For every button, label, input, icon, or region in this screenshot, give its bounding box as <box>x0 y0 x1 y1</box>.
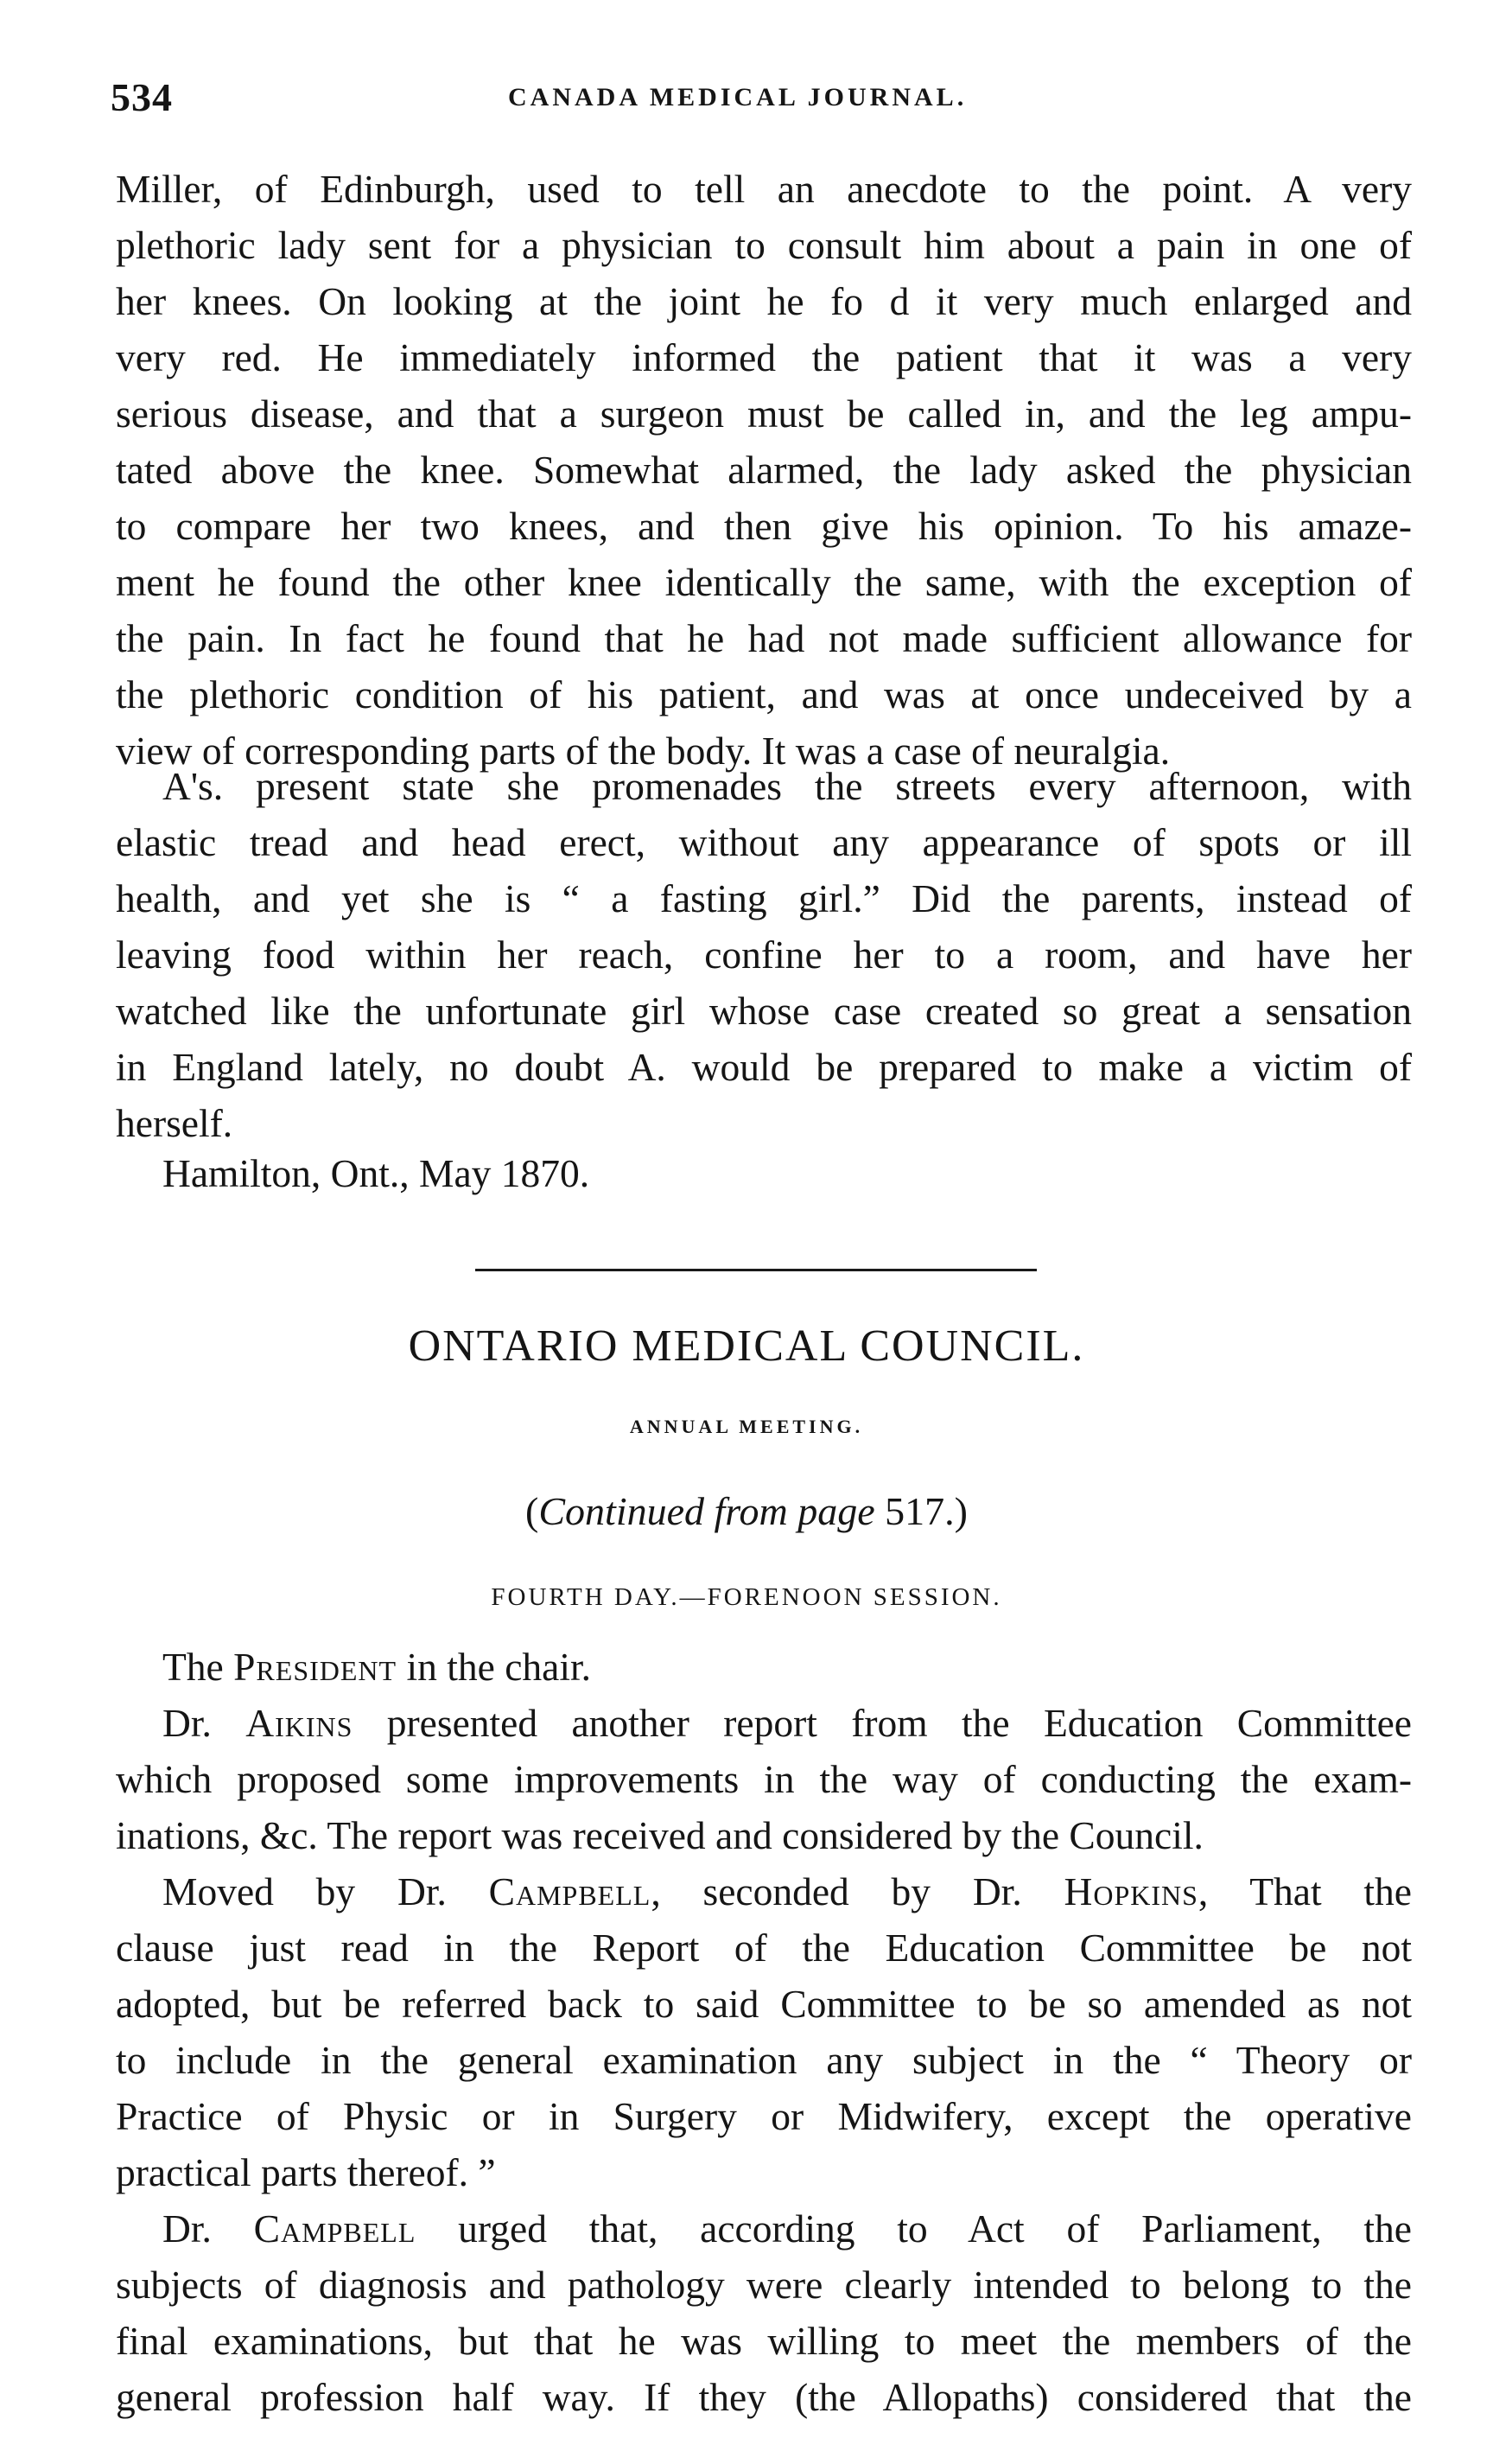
continued-prefix: ( <box>525 1489 539 1533</box>
text-line: Miller, of Edinburgh, used to tell an anecdote to the point. A very <box>116 167 1412 211</box>
text-line: view of corresponding parts of the body. It was a case of neuralgia. <box>116 729 1171 773</box>
text-line: clause just read in the Report of the Education Committee be not <box>116 1926 1412 1970</box>
text-line: leaving food within her reach, confine her to a room, and have her <box>116 933 1412 977</box>
text-line: health, and yet she is “ a fasting girl.” Did the parents, instead of <box>116 876 1412 920</box>
text-line: Moved by Dr. Campbell, seconded by Dr. Hopkins, That the <box>162 1869 1412 1913</box>
page-number: 534 <box>111 75 173 119</box>
text-line: in England lately, no doubt A. would be prepared to make a victim of <box>116 1045 1412 1089</box>
anecdote-paragraph <box>116 161 1412 779</box>
text-line: tated above the knee. Somewhat alarmed, the lady asked the physician <box>116 448 1412 492</box>
text-line: the plethoric condition of his patient, and was at once undeceived by a <box>116 672 1412 716</box>
continued-note <box>0 1488 1493 1534</box>
text-line: Practice of Physic or in Surgery or Midwifery, except the operative <box>116 2094 1412 2138</box>
text-line: her knees. On looking at the joint he fo d it very much enlarged and <box>116 279 1412 323</box>
person-name: Campbell <box>488 1869 651 1913</box>
person-name: Aikins <box>245 1701 353 1745</box>
text-line: practical parts thereof. ” <box>116 2150 496 2194</box>
text-line: elastic tread and head erect, without any appearance of spots or ill <box>116 820 1412 864</box>
section-subtitle: ANNUAL MEETING. <box>629 1416 864 1437</box>
text-line: subjects of diagnosis and pathology were clearly intended to belong to the <box>116 2263 1412 2307</box>
text-line: serious disease, and that a surgeon must be called in, and the leg ampu- <box>116 392 1412 436</box>
text-line: The President in the chair. <box>162 1645 591 1689</box>
text-line: to include in the general examination any subject in the “ Theory or <box>116 2038 1412 2082</box>
person-name: Campbell <box>253 2206 416 2251</box>
text-line: inations, &c. The report was received and considered by the Council. <box>116 1813 1204 1857</box>
text-line: adopted, but be referred back to said Committee to be so amended as not <box>116 1982 1412 2026</box>
continued-suffix: 517.) <box>874 1489 968 1533</box>
council-proceedings <box>116 1639 1412 2425</box>
text-line: general profession half way. If they (the Allopaths) considered that the <box>116 2375 1412 2419</box>
text-line: Dr. Aikins presented another report from the Education Committee <box>162 1701 1412 1745</box>
section-divider <box>475 1269 1037 1271</box>
person-name: Hopkins <box>1064 1869 1198 1913</box>
continued-italic: Continued from page <box>538 1489 875 1533</box>
text-line: to compare her two knees, and then give his opinion. To his amaze- <box>116 504 1412 548</box>
text-line: final examinations, but that he was willing to meet the members of the <box>116 2319 1412 2363</box>
person-name: President <box>233 1645 397 1689</box>
text-line: the pain. In fact he found that he had not made sufficient allowance for <box>116 616 1412 660</box>
fasting-girl-paragraph <box>116 758 1412 1151</box>
text-line: plethoric lady sent for a physician to consult him about a pain in one of <box>116 223 1412 267</box>
signoff: Hamilton, Ont., May 1870. <box>162 1151 590 1195</box>
text-line: very red. He immediately informed the patient that it was a very <box>116 335 1412 379</box>
text-line: ment he found the other knee identically the same, with the exception of <box>116 560 1412 604</box>
journal-title: CANADA MEDICAL JOURNAL. <box>508 83 968 111</box>
running-head <box>111 74 1407 126</box>
text-line: A's. present state she promenades the streets every afternoon, with <box>162 764 1412 808</box>
section-title: ONTARIO MEDICAL COUNCIL. <box>408 1321 1085 1371</box>
text-line: herself. <box>116 1101 233 1145</box>
text-line: which proposed some improvements in the way of conducting the exam- <box>116 1757 1412 1801</box>
text-line: Dr. Campbell urged that, according to Act of Parliament, the <box>162 2206 1412 2251</box>
text-line: watched like the unfortunate girl whose case created so great a sensation <box>116 989 1412 1033</box>
session-heading: FOURTH DAY.—FORENOON SESSION. <box>491 1583 1002 1611</box>
